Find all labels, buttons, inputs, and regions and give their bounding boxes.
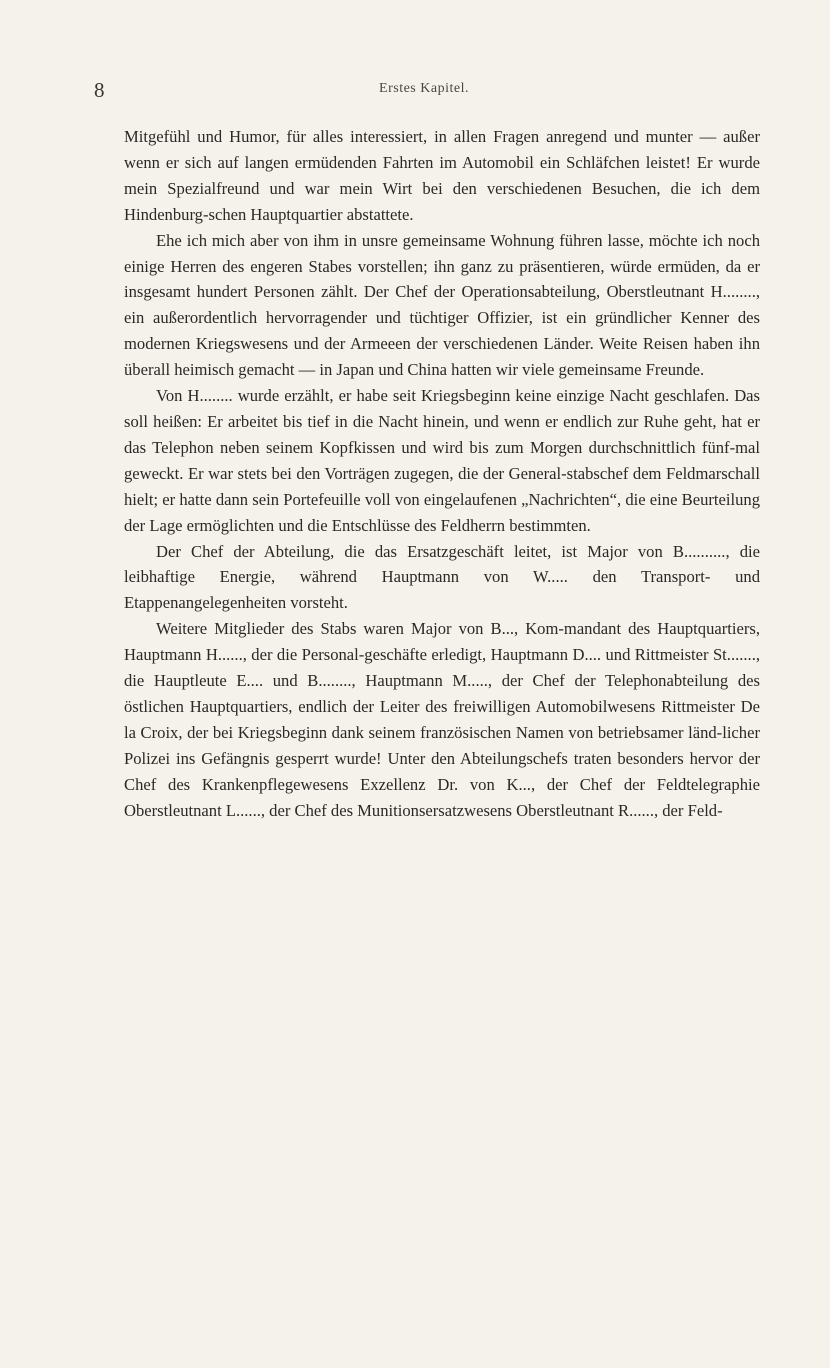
paragraph: Weitere Mitglieder des Stabs waren Major von B..., Kom-mandant des Hauptquartiers, Hauptmann H......, der die Personal-geschäfte erledigt, Hauptmann D.... und Rittmeister St......., die Hauptleute E.... und B........, Hauptmann M....., der Chef der Telephonabteilung des östlichen Hauptquartiers, endlich der Leiter des freiwilligen Automobilwesens Rittmeister De la Croix, der bei Kriegsbeginn dank seinem französischen Namen von betriebsamer länd-licher Polizei ins Gefängnis gesperrt wurde! Unter den Abteilungschefs traten besonders hervor der Chef des Krankenpflegewesens Exzellenz Dr. von K..., der Chef der Feldtelegraphie Oberstleutnant L......, der Chef des Munitionsersatzwesens Oberstleutnant R......, der Feld- (124, 619, 760, 820)
page-number: 8 (94, 78, 105, 102)
paragraph: Ehe ich mich aber von ihm in unsre gemeinsame Wohnung führen lasse, möchte ich noch einige Herren des engeren Stabes vorstellen; ihn ganz zu präsentieren, würde ermüden, da er insgesamt hundert Personen zählt. Der Chef der Operationsabteilung, Oberstleutnant H........, ein außerordentlich hervorragender und tüchtiger Offizier, ist ein gründlicher Kenner des modernen Kriegswesens und der Armeeen der verschiedenen Länder. Weite Reisen haben ihn überall heimisch gemacht — in Japan und China hatten wir viele gemeinsame Freunde. (124, 230, 760, 380)
running-head: Erstes Kapitel. (379, 81, 469, 96)
page-header (94, 78, 754, 106)
body-text (124, 124, 760, 823)
paragraph-continuation: Mitgefühl und Humor, für alles interessiert, in allen Fragen anregend und munter — außer wenn er sich auf langen ermüdenden Fahrten im Automobil ein Schläfchen leistet! Er wurde mein Spezialfreund und war mein Wirt bei den verschiedenen Besuchen, die ich dem Hindenburg-schen Hauptquartier abstattete. (124, 127, 760, 224)
paragraph: Von H........ wurde erzählt, er habe seit Kriegsbeginn keine einzige Nacht geschlafen. Das soll heißen: Er arbeitet bis tief in die Nacht hinein, und wenn er endlich zur Ruhe geht, hat er das Telephon neben seinem Kopfkissen und wird bis zum Morgen durchschnittlich fünf-mal geweckt. Er war stets bei den Vorträgen zugegen, die der General-stabschef dem Feldmarschall hielt; er hatte dann sein Portefeuille voll von eingelaufenen „Nachrichten“, die eine Beurteilung der Lage ermöglichten und die Entschlüsse des Feldherrn bestimmten. (124, 386, 760, 535)
paragraph: Der Chef der Abteilung, die das Ersatzgeschäft leitet, ist Major von B.........., die leibhaftige Energie, während Hauptmann von W..... den Transport- und Etappenangelegenheiten vorsteht. (124, 541, 760, 613)
